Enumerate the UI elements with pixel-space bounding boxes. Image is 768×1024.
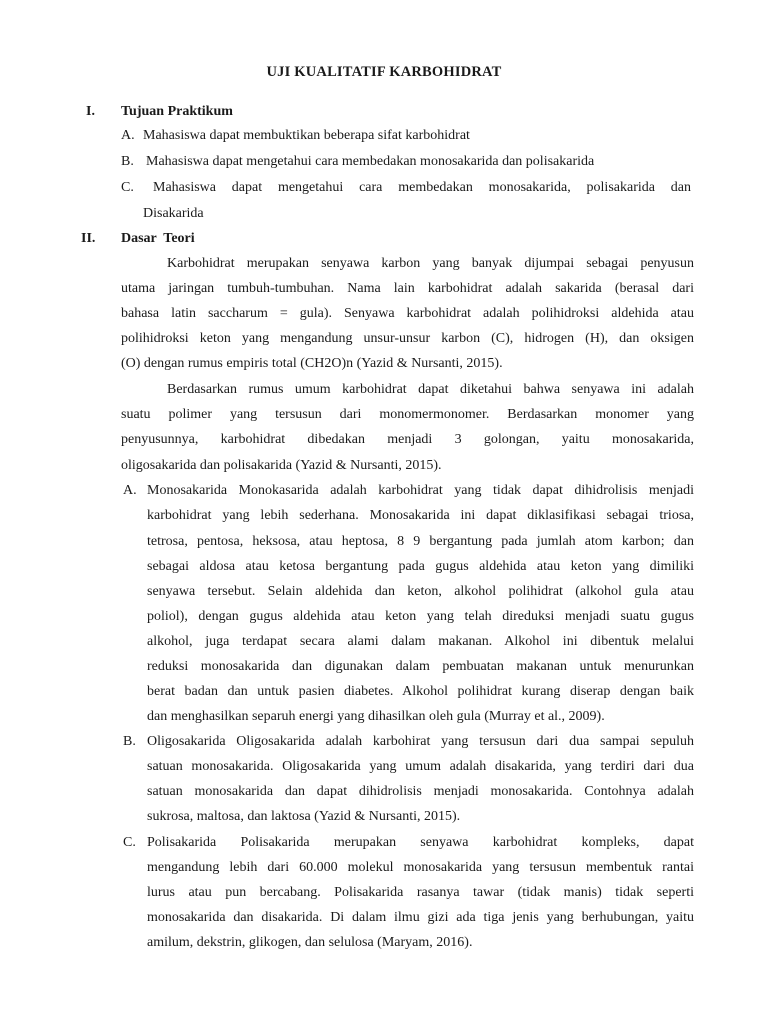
item-c-line3: lurus atau pun bercabang. Polisakarida rasanya tawar (tidak manis) tidak seperti	[147, 885, 694, 900]
item-a-line10: dan menghasilkan separuh energi yang dihasilkan oleh gula (Murray et al., 2009).	[147, 709, 605, 724]
section-number-1: I.	[86, 104, 95, 119]
paragraph2-line1: Berdasarkan rumus umum karbohidrat dapat diketahui bahwa senyawa ini adalah	[167, 382, 694, 397]
item-c-line1: Polisakarida Polisakarida merupakan senyawa karbohidrat kompleks, dapat	[147, 835, 694, 850]
item-a-line3: tetrosa, pentosa, heksosa, atau heptosa, 8 9 bergantung pada jumlah atom karbon; dan	[147, 534, 694, 549]
document-title: UJI KUALITATIF KARBOHIDRAT	[266, 64, 502, 80]
item-a-line4: sebagai aldosa atau ketosa bergantung pada gugus aldehida atau keton yang dimiliki	[147, 559, 694, 574]
paragraph2-line2: suatu polimer yang tersusun dari monomermonomer. Berdasarkan monomer yang	[121, 407, 694, 422]
paragraph1-line3: bahasa latin saccharum = gula). Senyawa karbohidrat adalah polihidroksi aldehida atau	[121, 306, 694, 321]
tujuan-item-c-line2: Disakarida	[143, 206, 204, 221]
section-title-dasar-teori: Dasar Teori	[121, 231, 195, 246]
item-a-line5: senyawa tersebut. Selain aldehida dan keton, alkohol polihidrat (alkohol gula atau	[147, 584, 694, 599]
item-a-line7: alkohol, juga terdapat secara alami dalam makanan. Alkohol ini dibentuk melalui	[147, 634, 694, 649]
tujuan-item-c-line1: Mahasiswa dapat mengetahui cara membedakan monosakarida, polisakarida dan	[153, 180, 691, 195]
paragraph1-line2: utama jaringan tumbuh-tumbuhan. Nama lain karbohidrat adalah sakarida (berasal dari	[121, 281, 694, 296]
item-c-line4: monosakarida dan disakarida. Di dalam ilmu gizi ada tiga jenis yang berhubungan, yaitu	[147, 910, 694, 925]
item-c-line2: mengandung lebih dari 60.000 molekul monosakarida yang tersusun membentuk rantai	[147, 860, 694, 875]
item-a-line1: Monosakarida Monokasarida adalah karbohidrat yang tidak dapat dihidrolisis menjadi	[147, 483, 694, 498]
tujuan-letter-a: A.	[121, 128, 135, 143]
paragraph1-line1: Karbohidrat merupakan senyawa karbon yang banyak dijumpai sebagai penyusun	[167, 256, 694, 271]
tujuan-item-a: Mahasiswa dapat membuktikan beberapa sifat karbohidrat	[143, 128, 470, 143]
tujuan-letter-c: C.	[121, 180, 134, 195]
item-letter-b: B.	[123, 734, 136, 749]
item-b-line2: satuan monosakarida. Oligosakarida yang umum adalah disakarida, yang terdiri dari dua	[147, 759, 694, 774]
paragraph1-line4: polihidroksi keton yang mengandung unsur-unsur karbon (C), hidrogen (H), dan oksigen	[121, 331, 694, 346]
item-letter-a: A.	[123, 483, 137, 498]
paragraph2-line3: penyusunnya, karbohidrat dibedakan menjadi 3 golongan, yaitu monosakarida,	[121, 432, 694, 447]
item-c-line5: amilum, dekstrin, glikogen, dan selulosa (Maryam, 2016).	[147, 935, 473, 950]
tujuan-item-b: Mahasiswa dapat mengetahui cara membedakan monosakarida dan polisakarida	[146, 154, 595, 169]
item-a-line8: reduksi monosakarida dan digunakan dalam pembuatan makanan untuk menurunkan	[147, 659, 694, 674]
section-number-2: II.	[81, 231, 96, 246]
item-b-line1: Oligosakarida Oligosakarida adalah karbohirat yang tersusun dari dua sampai sepuluh	[147, 734, 694, 749]
item-a-line6: poliol), dengan gugus aldehida atau keton yang telah direduksi menjadi suatu gugus	[147, 609, 694, 624]
section-title-tujuan: Tujuan Praktikum	[121, 104, 233, 119]
paragraph2-line4: oligosakarida dan polisakarida (Yazid & Nursanti, 2015).	[121, 458, 442, 473]
item-a-line9: berat badan dan untuk pasien diabetes. Alkohol polihidrat kurang diserap dengan baik	[147, 684, 694, 699]
item-b-line3: satuan monosakarida dan dapat dihidrolisis menjadi monosakarida. Contohnya adalah	[147, 784, 694, 799]
tujuan-letter-b: B.	[121, 154, 134, 169]
item-letter-c: C.	[123, 835, 136, 850]
paragraph1-line5: (O) dengan rumus empiris total (CH2O)n (Yazid & Nursanti, 2015).	[121, 356, 503, 371]
item-a-line2: karbohidrat yang lebih sederhana. Monosakarida ini dapat diklasifikasi sebagai triosa,	[147, 508, 694, 523]
item-b-line4: sukrosa, maltosa, dan laktosa (Yazid & Nursanti, 2015).	[147, 809, 461, 824]
